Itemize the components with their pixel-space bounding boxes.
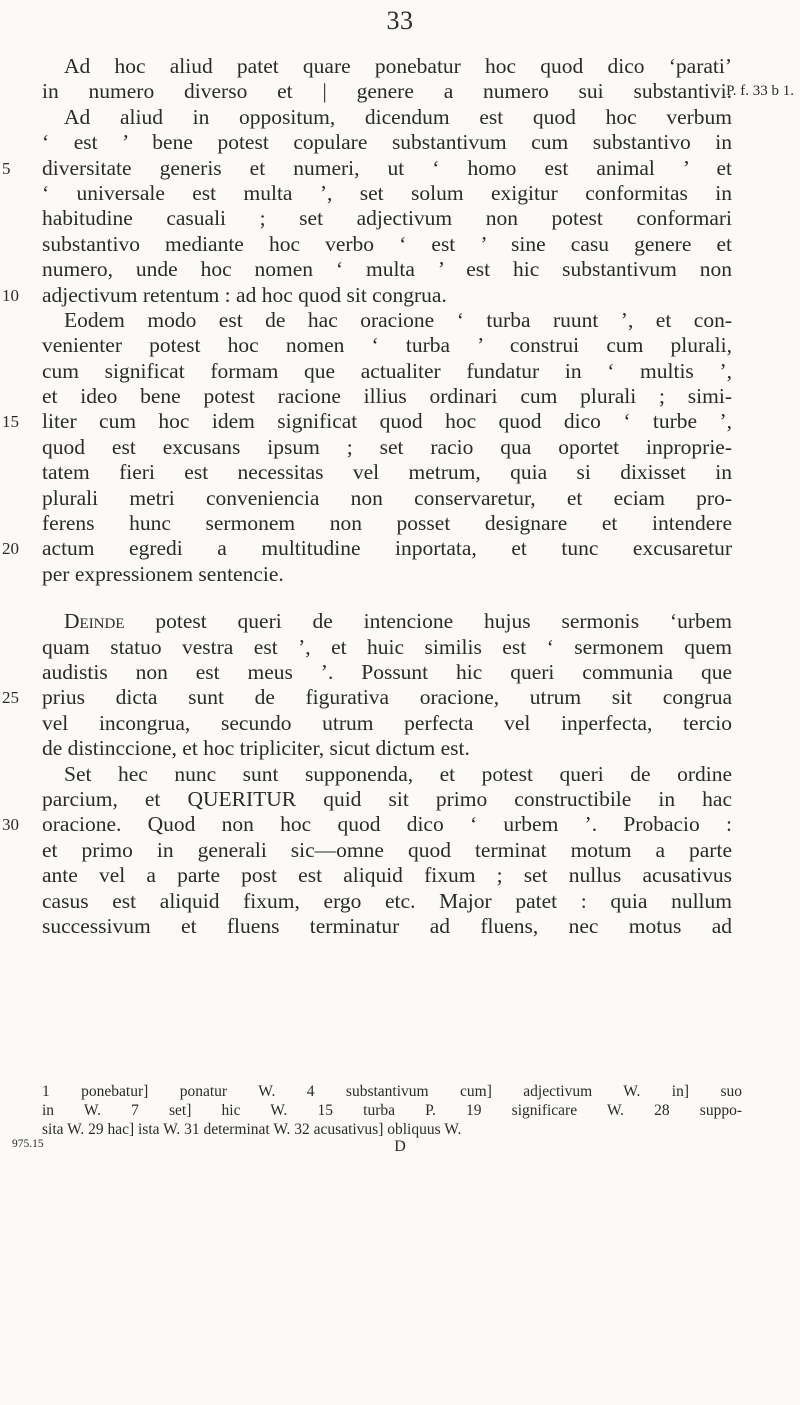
text-line (42, 308, 732, 333)
text-line (42, 257, 732, 282)
footnote-line: sita W. 29 hac] ista W. 31 determinat W. 32 acusativus] obliquus W. (42, 1121, 462, 1138)
line-text: habitudine casuali ; set adjectivum non potest conformari (42, 206, 732, 231)
text-line (42, 206, 732, 231)
line-text: ‘ universale est multa ’, set solum exigitur conformitas in (42, 180, 732, 205)
footnote-line: in W. 7 set] hic W. 15 turba P. 19 significare W. 28 suppo- (42, 1102, 742, 1119)
page-number: 33 (386, 6, 414, 35)
footnotes (42, 1082, 742, 1139)
line-text: quam statuo vestra est ’, et huic similis est ‘ sermonem quem (42, 634, 732, 659)
text-line (42, 460, 732, 485)
line-text: per expressionem sentencie. (42, 561, 284, 586)
text-line (42, 914, 732, 939)
text-line (42, 863, 732, 888)
text-line (2, 536, 732, 561)
text-line (42, 660, 732, 685)
line-number: 15 (2, 412, 19, 432)
section-opening-word: Deinde (64, 609, 125, 634)
main-text (2, 54, 794, 939)
text-line (42, 562, 732, 587)
text-line (42, 889, 732, 914)
line-text: in numero diverso et | genere a numero sui substantivi. (42, 79, 732, 104)
line-text: cum significat formam que actualiter fundatur in ‘ multis ’, (42, 358, 732, 383)
text-line (42, 511, 732, 536)
line-text: et primo in generali sic—omne quod terminat motum a parte (42, 837, 732, 862)
line-number: 5 (2, 158, 11, 178)
line-text: et ideo bene potest racione illius ordinari cum plurali ; simi- (42, 384, 732, 409)
line-text: de distinccione, et hoc tripliciter, sicut dictum est. (42, 736, 470, 761)
line-number: 10 (2, 285, 19, 305)
line-number: 25 (2, 688, 19, 708)
text-line (42, 54, 732, 79)
line-text: vel incongrua, secundo utrum perfecta vel inperfecta, tercio (42, 710, 732, 735)
line-text: liter cum hoc idem significat quod hoc quod dico ‘ turbe ’, (42, 409, 732, 434)
line-text: Ad hoc aliud patet quare ponebatur hoc quod dico ‘parati’ (64, 54, 732, 78)
text-line (2, 282, 732, 308)
printer-signature-code: 975.15 (12, 1138, 44, 1150)
text-line (42, 181, 732, 206)
text-line (42, 105, 732, 130)
line-text: potest queri de intencione hujus sermonis ‘urbem (124, 609, 732, 634)
line-text: prius dicta sunt de figurativa oracione, utrum sit congrua (42, 685, 732, 710)
line-text: quod est excusans ipsum ; set racio qua oportet inproprie- (42, 434, 732, 459)
line-text: successivum et fluens terminatur ad fluens, nec motus ad (42, 913, 732, 938)
text-line (42, 435, 732, 460)
line-text: casus est aliquid fixum, ergo etc. Major patet : quia nullum (42, 888, 732, 913)
text-line (2, 812, 732, 837)
text-line (42, 762, 732, 787)
line-text: Set hec nunc sunt supponenda, et potest queri de ordine (64, 761, 732, 786)
text-line (2, 409, 732, 434)
line-number: 20 (2, 539, 19, 559)
line-text: actum egredi a multitudine inportata, et tunc excusaretur (42, 536, 732, 561)
line-text: ‘ est ’ bene potest copulare substantivum cum substantivo in (42, 130, 732, 155)
line-text: adjectivum retentum : ad hoc quod sit congrua. (42, 282, 447, 307)
line-text: Ad aliud in oppositum, dicendum est quod hoc verbum (64, 104, 732, 129)
text-line (42, 486, 732, 511)
line-text: diversitate generis et numeri, ut ‘ homo est animal ’ et (42, 155, 732, 180)
line-text: plurali metri conveniencia non conservaretur, et eciam pro- (42, 485, 732, 510)
line-text: ante vel a parte post est aliquid fixum ; set nullus acusativus (42, 863, 732, 888)
text-line (42, 609, 732, 634)
line-text: oracione. Quod non hoc quod dico ‘ urbem ’. Probacio : (42, 812, 732, 837)
text-line (42, 635, 732, 660)
text-line (42, 787, 732, 812)
line-text: substantivo mediante hoc verbo ‘ est ’ sine casu genere et (42, 231, 732, 256)
section-gap (42, 587, 732, 609)
text-line (42, 79, 794, 104)
text-line (42, 711, 732, 736)
text-line (42, 333, 732, 358)
line-text: ferens hunc sermonem non posset designare et intendere (42, 511, 732, 536)
text-line (2, 685, 732, 710)
line-text: tatem fieri est necessitas vel metrum, quia si dixisset in (42, 460, 732, 485)
text-line (42, 384, 732, 409)
text-line (42, 838, 732, 863)
line-text: audistis non est meus ’. Possunt hic queri communia que (42, 659, 732, 684)
text-line (42, 359, 732, 384)
text-line (42, 232, 732, 257)
line-text: parcium, et QUERITUR quid sit primo constructibile in hac (42, 786, 732, 811)
line-text: numero, unde hoc nomen ‘ multa ’ est hic substantivum non (42, 257, 732, 282)
footnote-line: 1 ponebatur] ponatur W. 4 substantivum cum] adjectivum W. in] suo (42, 1083, 742, 1100)
line-text: venienter potest hoc nomen ‘ turba ’ construi cum plurali, (42, 333, 732, 358)
text-line (2, 155, 732, 181)
text-line (42, 130, 732, 155)
line-text: Eodem modo est de hac oracione ‘ turba ruunt ’, et con- (64, 307, 732, 332)
signature-letter: D (394, 1138, 406, 1155)
text-line (42, 736, 732, 761)
line-number: 30 (2, 815, 19, 835)
margin-folio-reference: P. f. 33 b 1. (726, 83, 794, 100)
